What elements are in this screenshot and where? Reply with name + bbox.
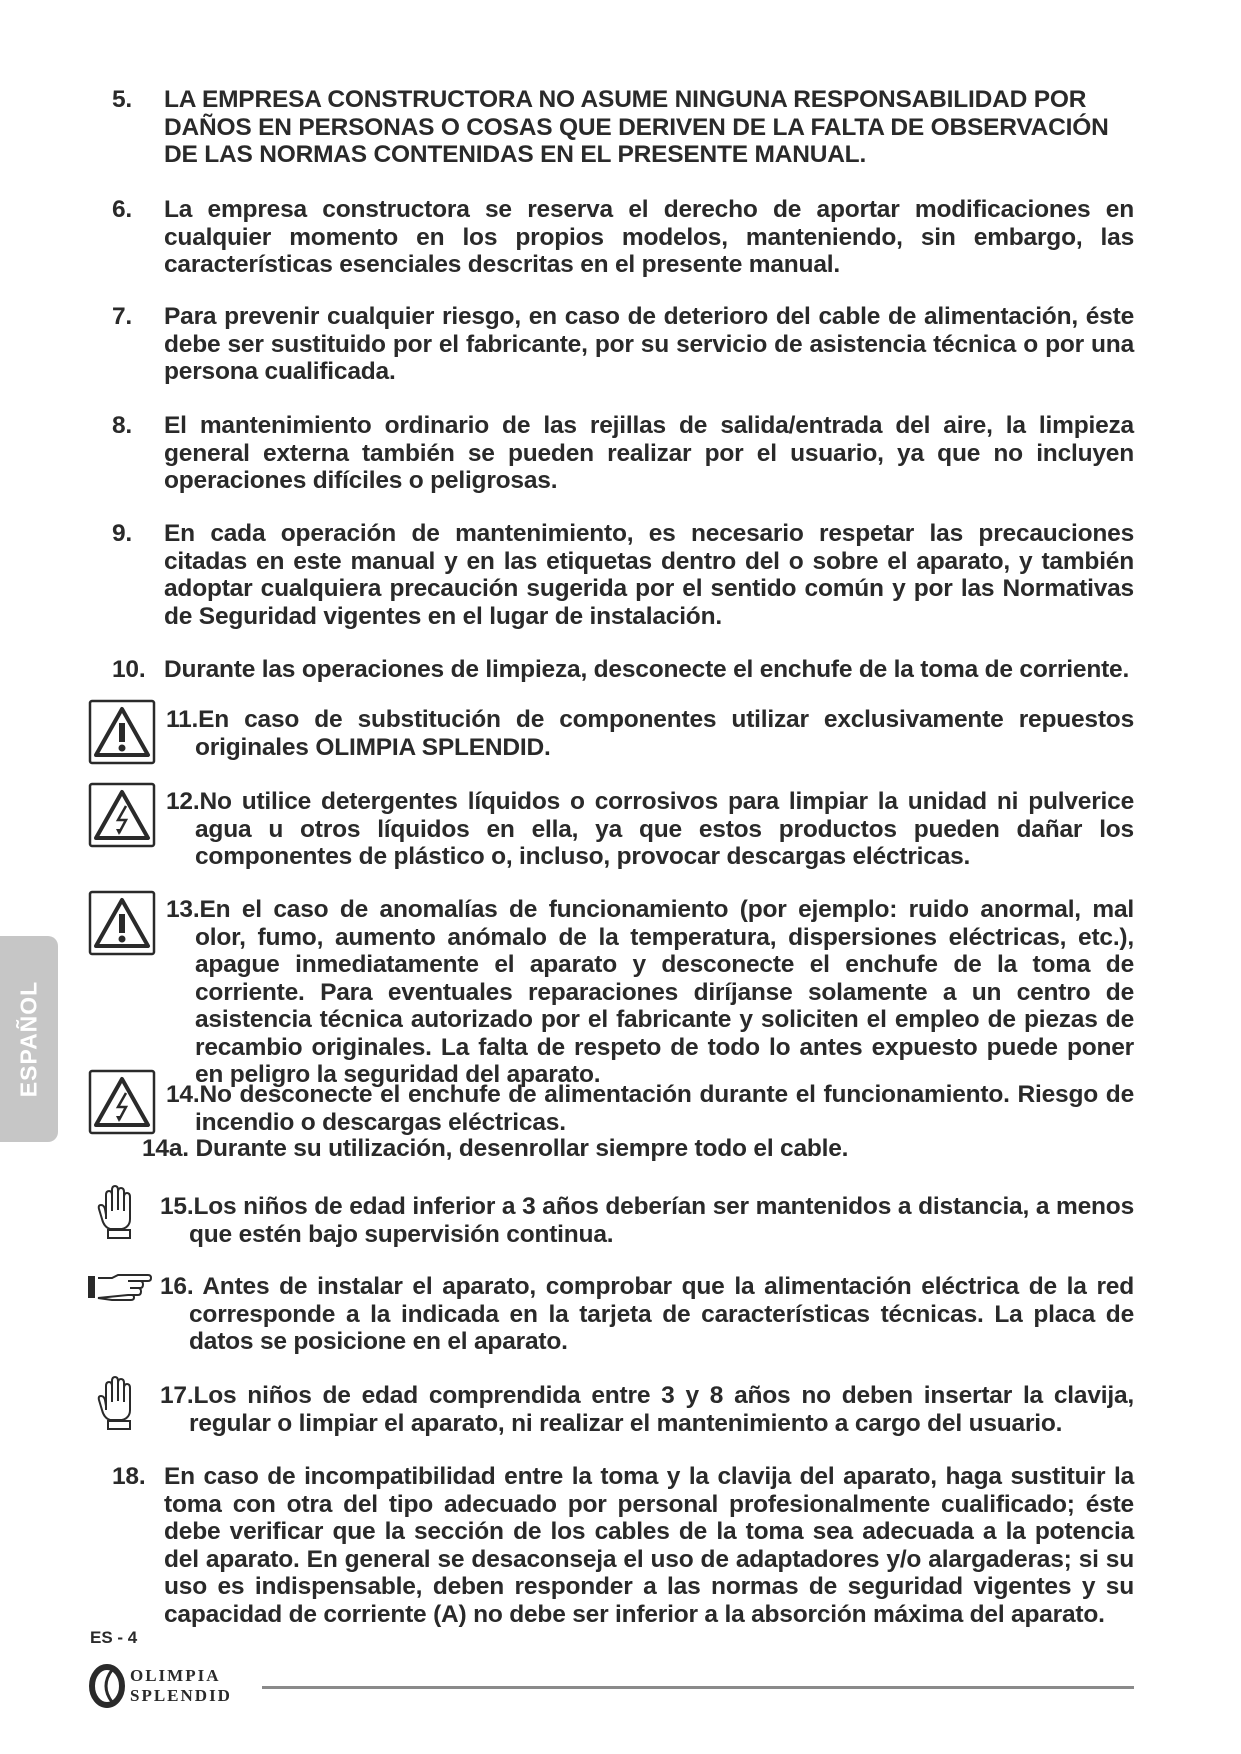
item-text: 16. Antes de instalar el aparato, comprobar que la alimentación eléctrica de la red corresponde a la indicada en la tarjeta de características técnicas. La placa de datos se posicione en el aparato. bbox=[160, 1273, 1134, 1355]
item-text: LA EMPRESA CONSTRUCTORA NO ASUME NINGUNA RESPONSABILIDAD POR DAÑOS EN PERSONAS O COSAS QUE DERIVEN DE LA FALTA DE OBSERVACIÓN DE LAS NORMAS CONTENIDAS EN EL PRESENTE MANUAL. bbox=[164, 86, 1109, 168]
item-text: 14a. Durante su utilización, desenrollar siempre todo el cable. bbox=[142, 1135, 849, 1162]
list-item-18 bbox=[112, 1463, 1134, 1628]
item-text: Para prevenir cualquier riesgo, en caso de deterioro del cable de alimentación, éste debe ser sustituido por el fabricante, por su servicio de asistencia técnica o por una persona cualificada. bbox=[164, 303, 1134, 385]
item-text: En cada operación de mantenimiento, es necesario respetar las precauciones citadas en este manual y en las etiquetas dentro del o sobre el aparato, y también adoptar cualquiera precaución sugerida por el sentido común y por las Normativas de Seguridad vigentes en el lugar de instalación. bbox=[164, 520, 1134, 630]
list-item-13 bbox=[166, 896, 1134, 1089]
brand-logo bbox=[88, 1664, 258, 1708]
language-label: ESPAÑOL bbox=[15, 980, 42, 1098]
item-number: 5. bbox=[112, 86, 133, 113]
list-item-11 bbox=[166, 706, 1134, 761]
footer-divider bbox=[262, 1686, 1134, 1689]
item-text: La empresa constructora se reserva el derecho de aportar modificaciones en cualquier momento en los propios modelos, manteniendo, sin embargo, las características esenciales descritas en el presente manual. bbox=[164, 196, 1134, 278]
page-number: ES - 4 bbox=[90, 1628, 138, 1647]
item-text: 15.Los niños de edad inferior a 3 años deberían ser mantenidos a distancia, a menos que estén bajo supervisión continua. bbox=[160, 1193, 1134, 1248]
hand-icon bbox=[96, 1185, 136, 1241]
list-item-16 bbox=[160, 1273, 1134, 1356]
item-text: Durante las operaciones de limpieza, desconecte el enchufe de la toma de corriente. bbox=[164, 656, 1130, 683]
item-text: 11.En caso de substitución de componentes utilizar exclusivamente repuestos originales OLIMPIA SPLENDID. bbox=[166, 706, 1134, 761]
logo-word-splendid: SPLENDID bbox=[130, 1686, 232, 1705]
list-item-17 bbox=[160, 1382, 1134, 1437]
list-item-10 bbox=[112, 656, 1134, 684]
list-item-14 bbox=[166, 1081, 1134, 1136]
electric-hazard-icon bbox=[88, 1069, 156, 1135]
logo-word-olimpia: OLIMPIA bbox=[130, 1666, 221, 1685]
item-text: 14.No desconecte el enchufe de alimentación durante el funcionamiento. Riesgo de incendio o descargas eléctricas. bbox=[166, 1081, 1134, 1136]
list-item-9 bbox=[112, 520, 1134, 630]
list-item-6 bbox=[112, 196, 1134, 279]
item-number: 9. bbox=[112, 520, 133, 547]
logo-mark-icon bbox=[88, 1664, 128, 1708]
hand-icon bbox=[96, 1376, 136, 1432]
warning-icon bbox=[88, 699, 156, 765]
list-item-5 bbox=[112, 86, 1134, 169]
item-number: 7. bbox=[112, 303, 133, 330]
list-item-15 bbox=[160, 1193, 1134, 1248]
item-number: 8. bbox=[112, 412, 133, 439]
list-item-14a bbox=[142, 1135, 1134, 1163]
language-side-tab bbox=[0, 936, 58, 1142]
item-text: En caso de incompatibilidad entre la toma y la clavija del aparato, haga sustituir la toma con otra del tipo adecuado por personal profesionalmente cualificado; éste debe verificar que la sección de los cables de la toma sea adecuada a la potencia del aparato. En general se desaconseja el uso de adaptadores y/o alargaderas; si su uso es indispensable, deben responder a las normas de seguridad vigentes y su capacidad de corriente (A) no debe ser inferior a la absorción máxima del aparato. bbox=[164, 1463, 1134, 1628]
item-text: 17.Los niños de edad comprendida entre 3 y 8 años no deben insertar la clavija, regular o limpiar el aparato, ni realizar el mantenimiento a cargo del usuario. bbox=[160, 1382, 1134, 1437]
item-text: El mantenimiento ordinario de las rejillas de salida/entrada del aire, la limpieza general externa también se pueden realizar por el usuario, ya que no incluyen operaciones difíciles o peligrosas. bbox=[164, 412, 1134, 494]
item-text: 13.En el caso de anomalías de funcionamiento (por ejemplo: ruido anormal, mal olor, fumo, aumento anómalo de la temperatura, dispersiones eléctricas, etc.), apague inmediatamente el aparato y desconecte el enchufe de la toma de corriente. Para eventuales reparaciones diríjanse solamente a un centro de asistencia técnica autorizado por el fabricante y soliciten el empleo de piezas de recambio originales. La falta de respeto de todo lo antes expuesto puede poner en peligro la seguridad del aparato. bbox=[166, 896, 1134, 1088]
item-number: 10. bbox=[112, 656, 146, 683]
list-item-12 bbox=[166, 788, 1134, 871]
list-item-7 bbox=[112, 303, 1134, 386]
item-text: 12.No utilice detergentes líquidos o corrosivos para limpiar la unidad ni pulverice agua u otros líquidos en ella, ya que estos productos pueden dañar los componentes de plástico o, incluso, provocar descargas eléctricas. bbox=[166, 788, 1134, 870]
list-item-8 bbox=[112, 412, 1134, 495]
pointing-hand-icon bbox=[86, 1272, 152, 1302]
item-number: 6. bbox=[112, 196, 133, 223]
warning-icon bbox=[88, 890, 156, 956]
electric-hazard-icon bbox=[88, 782, 156, 848]
item-number: 18. bbox=[112, 1463, 146, 1490]
